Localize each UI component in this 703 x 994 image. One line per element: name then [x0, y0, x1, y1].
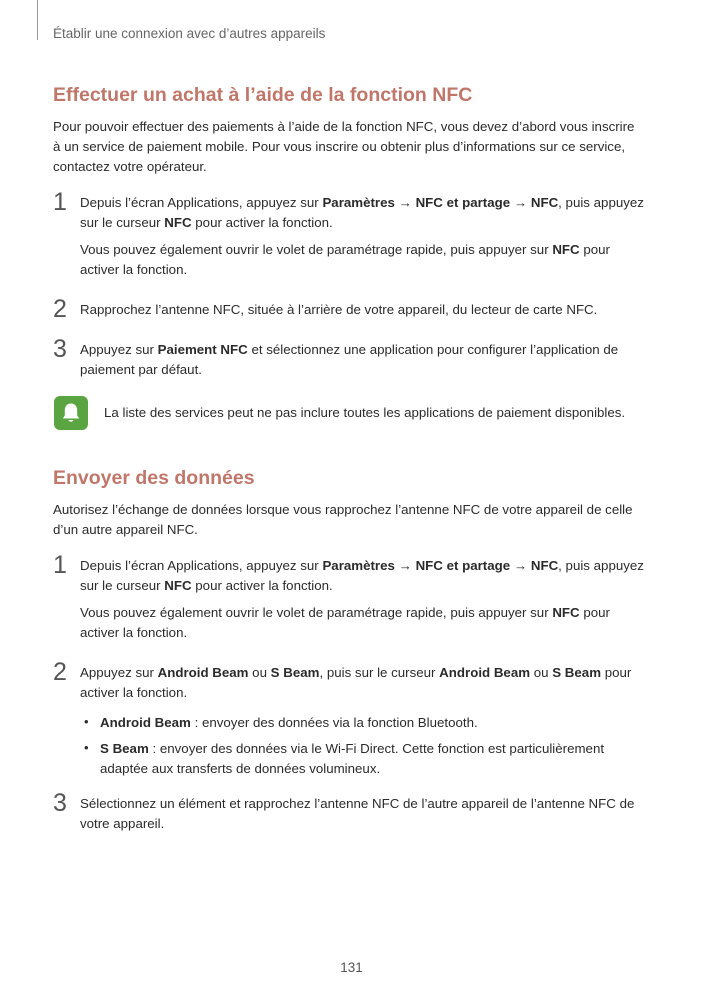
- bullet-item: [100, 713, 645, 733]
- android-beam-label: Android Beam: [157, 665, 249, 680]
- step-number: 2: [53, 658, 67, 686]
- bullet-item: [100, 739, 645, 779]
- nfc-payment-label: Paiement NFC: [157, 342, 248, 357]
- text: Depuis l’écran Applications, appuyez sur: [80, 195, 323, 210]
- step-number: 3: [53, 789, 67, 817]
- text: pour: [579, 242, 610, 257]
- text: , puis appuyez: [558, 195, 644, 210]
- text: , puis sur le curseur: [319, 665, 440, 680]
- text: : envoyer des données via le Wi-Fi Direct. Cette fonction est particulièrement: [148, 741, 605, 756]
- text: et sélectionnez une application pour configurer l’application de: [247, 342, 619, 357]
- step-text: [80, 556, 645, 643]
- step-number: 1: [53, 188, 67, 216]
- text: Appuyez sur: [80, 665, 158, 680]
- text: Vous pouvez également ouvrir le volet de paramétrage rapide, puis appuyer sur: [80, 605, 553, 620]
- intro-line: Pour pouvoir effectuer des paiements à l’aide de la fonction NFC, vous devez d’abord vous inscrire: [53, 119, 635, 134]
- menu-path-settings: Paramètres: [322, 195, 395, 210]
- text: sur le curseur: [80, 578, 165, 593]
- arrow: →: [394, 195, 416, 210]
- step-number: 1: [53, 551, 67, 579]
- text: pour: [601, 665, 632, 680]
- step-number: 3: [53, 335, 67, 363]
- intro-line: contactez votre opérateur.: [53, 159, 207, 174]
- text: ou: [248, 665, 271, 680]
- bullet-marker: •: [84, 714, 89, 729]
- page-number: 131: [340, 960, 363, 975]
- android-beam-label: Android Beam: [100, 715, 191, 730]
- s-beam-label: S Beam: [270, 665, 320, 680]
- menu-path-nfc-sharing: NFC et partage: [415, 195, 511, 210]
- text: : envoyer des données via la fonction Bluetooth.: [190, 715, 478, 730]
- text: pour activer la fonction.: [191, 578, 333, 593]
- step-text: [80, 794, 645, 834]
- s-beam-label: S Beam: [100, 741, 149, 756]
- text: Appuyez sur: [80, 342, 158, 357]
- header-rule: [37, 0, 38, 40]
- menu-path-nfc: NFC: [530, 195, 559, 210]
- menu-path-settings: Paramètres: [322, 558, 395, 573]
- step-text: [80, 340, 645, 380]
- nfc-label: NFC: [164, 578, 192, 593]
- section1-intro: [53, 117, 643, 177]
- nfc-label: NFC: [552, 242, 580, 257]
- arrow: →: [510, 558, 531, 573]
- text: ou: [530, 665, 553, 680]
- menu-path-nfc: NFC: [530, 558, 559, 573]
- arrow: →: [394, 558, 416, 573]
- menu-path-nfc-sharing: NFC et partage: [415, 558, 511, 573]
- nfc-label: NFC: [164, 215, 192, 230]
- step-text: [80, 193, 645, 280]
- text: Depuis l’écran Applications, appuyez sur: [80, 558, 323, 573]
- text: Vous pouvez également ouvrir le volet de paramétrage rapide, puis appuyer sur: [80, 242, 553, 257]
- text: paiement par défaut.: [80, 362, 202, 377]
- text: activer la fonction.: [80, 685, 188, 700]
- section2-intro: [53, 500, 643, 540]
- bell-icon: [54, 396, 88, 430]
- text: activer la fonction.: [80, 625, 188, 640]
- section-title-nfc-payment: Effectuer un achat à l’aide de la fonction NFC: [53, 84, 473, 106]
- intro-line: d’un autre appareil NFC.: [53, 522, 198, 537]
- step-text: Rapprochez l’antenne NFC, située à l’arrière de votre appareil, du lecteur de carte NFC.: [80, 302, 598, 317]
- text: activer la fonction.: [80, 262, 188, 277]
- intro-line: à un service de paiement mobile. Pour vous inscrire ou obtenir plus d’informations sur ce service,: [53, 139, 626, 154]
- text: adaptée aux transferts de données volumineux.: [100, 761, 381, 776]
- text: , puis appuyez: [558, 558, 644, 573]
- note-text: La liste des services peut ne pas inclure toutes les applications de paiement disponibles.: [104, 405, 626, 420]
- nfc-label: NFC: [552, 605, 580, 620]
- arrow: →: [510, 195, 531, 210]
- text: pour: [579, 605, 610, 620]
- section-title-send-data: Envoyer des données: [53, 467, 255, 489]
- s-beam-label: S Beam: [552, 665, 602, 680]
- intro-line: Autorisez l’échange de données lorsque vous rapprochez l’antenne NFC de votre appareil de celle: [53, 502, 633, 517]
- android-beam-label: Android Beam: [439, 665, 531, 680]
- text: pour activer la fonction.: [191, 215, 333, 230]
- text: votre appareil.: [80, 816, 165, 831]
- text: Sélectionnez un élément et rapprochez l’antenne NFC de l’autre appareil de l’antenne NFC de: [80, 796, 635, 811]
- page-header: Établir une connexion avec d’autres appareils: [53, 26, 326, 41]
- step-number: 2: [53, 295, 67, 323]
- text: sur le curseur: [80, 215, 165, 230]
- step-text: [80, 663, 645, 703]
- bullet-marker: •: [84, 740, 89, 755]
